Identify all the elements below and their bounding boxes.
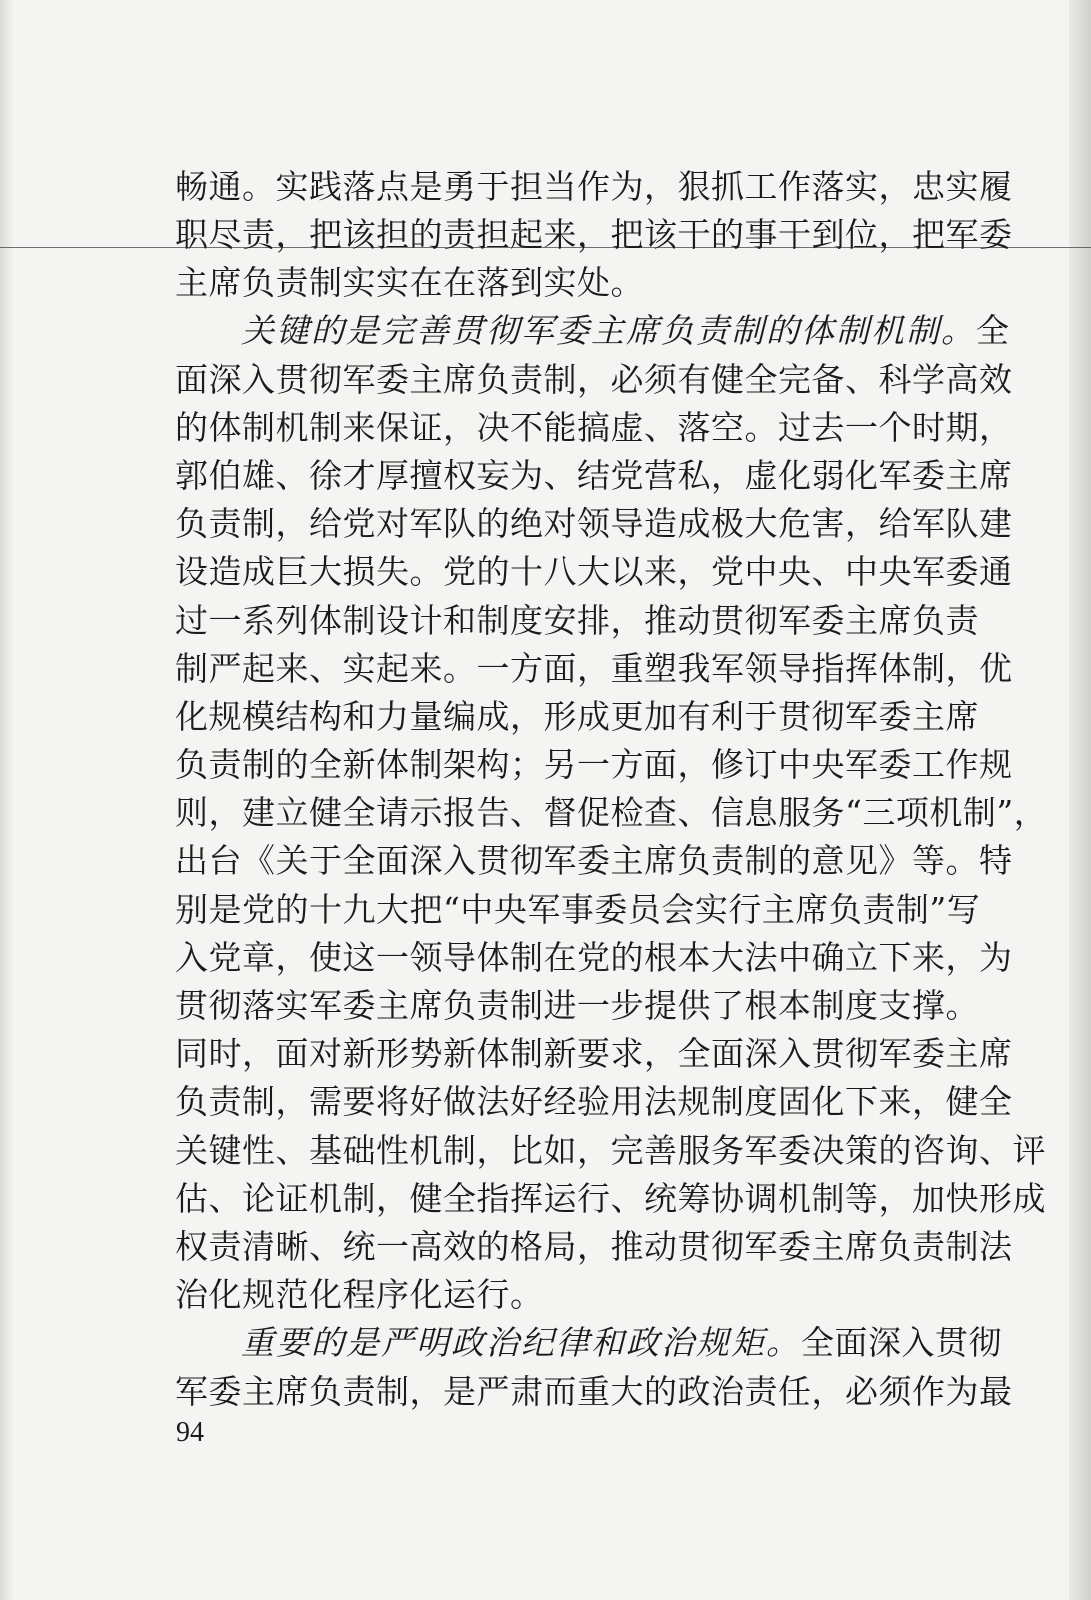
text-line: 同时，面对新形势新体制新要求，全面深入贯彻军委主席	[175, 1034, 1013, 1074]
text-line: 职尽责，把该担的责担起来，把该干的事干到位，把军委	[175, 215, 1013, 254]
page-edge	[1069, 0, 1091, 1600]
text-line: 主席负责制实实在在落到实处。	[175, 263, 644, 303]
page-number: 94	[176, 1417, 204, 1448]
text-line: 出台《关于全面深入贯彻军委主席负责制的意见》等。特	[175, 841, 1013, 881]
text-fragment: 全面深入贯彻	[801, 1323, 1002, 1363]
text-line: 面深入贯彻军委主席负责制，必须有健全完备、科学高效	[175, 359, 1013, 399]
text-line: 关键性、基础性机制，比如，完善服务军委决策的咨询、评	[175, 1130, 1046, 1170]
paragraph-lead: 关键的是完善贯彻军委主席负责制的体制机制。	[241, 311, 976, 351]
paragraph-lead-line	[175, 307, 1010, 355]
text-line: 过一系列体制设计和制度安排，推动贯彻军委主席负责	[175, 600, 979, 640]
text-line: 的体制机制来保证，决不能搞虚、落空。过去一个时期，	[175, 407, 1013, 447]
text-line: 军委主席负责制，是严肃而重大的政治责任，必须作为最	[175, 1371, 1013, 1411]
paragraph-lead: 重要的是严明政治纪律和政治规矩。	[241, 1323, 801, 1363]
text-line: 负责制的全新体制架构；另一方面，修订中央军委工作规	[175, 745, 1013, 785]
text-line: 郭伯雄、徐才厚擅权妄为、结党营私，虚化弱化军委主席	[175, 455, 1013, 495]
text-line: 化规模结构和力量编成，形成更加有利于贯彻军委主席	[175, 696, 979, 736]
text-line: 贯彻落实军委主席负责制进一步提供了根本制度支撑。	[175, 986, 979, 1025]
text-line: 则，建立健全请示报告、督促检查、信息服务“三项机制”，	[175, 793, 1048, 833]
text-line: 别是党的十九大把“中央军事委员会实行主席负责制”写	[175, 889, 981, 929]
paragraph-lead-line	[175, 1319, 1002, 1367]
binding-shadow	[0, 0, 14, 1600]
text-line: 畅通。实践落点是勇于担当作为，狠抓工作落实，忠实履	[175, 167, 1013, 206]
text-fragment: 全	[976, 311, 1010, 351]
text-line: 设造成巨大损失。党的十八大以来，党中央、中央军委通	[175, 552, 1013, 592]
text-line: 负责制，给党对军队的绝对领导造成极大危害，给军队建	[175, 504, 1013, 544]
text-line: 估、论证机制，健全指挥运行、统筹协调机制等，加快形成	[175, 1178, 1046, 1218]
text-line: 治化规范化程序化运行。	[175, 1275, 544, 1315]
body-text	[175, 162, 1048, 1416]
text-line: 制严起来、实起来。一方面，重塑我军领导指挥体制，优	[175, 648, 1013, 688]
text-line: 入党章，使这一领导体制在党的根本大法中确立下来，为	[175, 937, 1013, 977]
text-line: 权责清晰、统一高效的格局，推动贯彻军委主席负责制法	[175, 1226, 1013, 1266]
text-line: 负责制，需要将好做法好经验用法规制度固化下来，健全	[175, 1082, 1013, 1122]
